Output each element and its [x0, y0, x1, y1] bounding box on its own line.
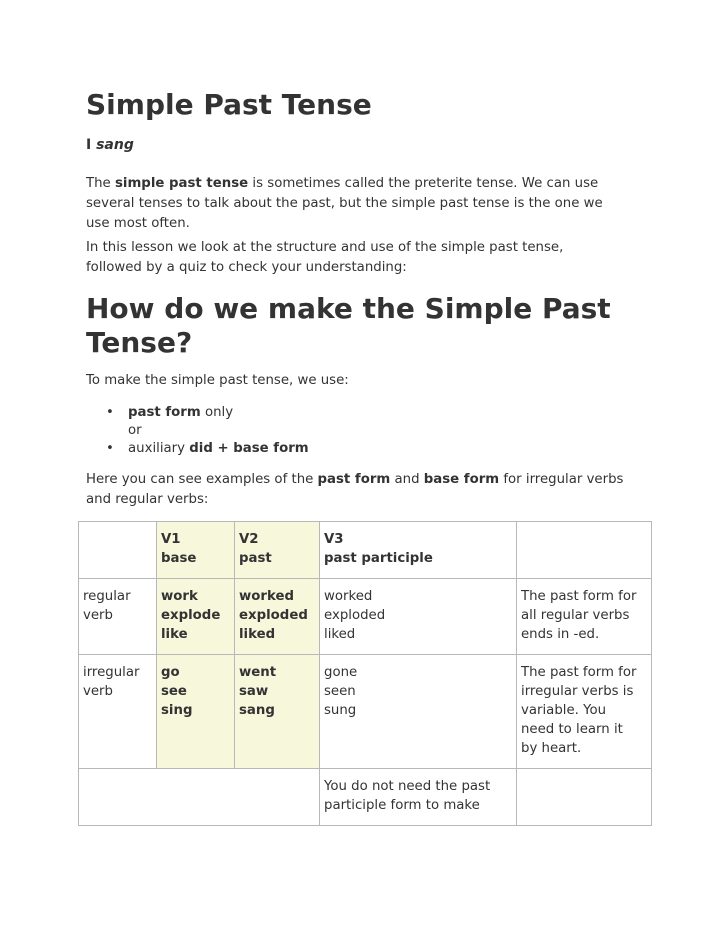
irregular-v1-cell	[157, 655, 235, 769]
irregular-label-2: verb	[83, 684, 113, 699]
regular-v2-item: exploded	[239, 608, 308, 623]
example-subject: I	[86, 137, 92, 153]
irregular-note-cell	[517, 655, 652, 769]
lesson-line1: In this lesson we look at the structure and use of the simple past tense,	[86, 240, 564, 255]
table-header-row	[79, 522, 652, 579]
irregular-note-line: The past form for	[521, 665, 637, 680]
irregular-note-line: variable. You	[521, 703, 607, 718]
header-v3-sub: past participle	[324, 551, 433, 566]
regular-v2-cell	[235, 579, 320, 655]
regular-label-2: verb	[83, 608, 113, 623]
bullet-past-form-rest: only	[200, 405, 234, 420]
intro-paragraph	[86, 174, 646, 234]
lesson-paragraph	[86, 238, 646, 278]
irregular-label-cell	[79, 655, 157, 769]
footer-v3-cell	[320, 769, 517, 826]
irregular-v2-cell	[235, 655, 320, 769]
regular-note-cell	[517, 579, 652, 655]
regular-v1-item: like	[161, 627, 188, 642]
header-note-cell	[517, 522, 652, 579]
irregular-v2-item: sang	[239, 703, 275, 718]
table-row	[79, 579, 652, 655]
footer-empty-cell	[79, 769, 320, 826]
regular-v1-item: work	[161, 589, 198, 604]
examples-pre: Here you can see examples of the	[86, 472, 318, 487]
header-v1-sub: base	[161, 551, 197, 566]
intro-line2: several tenses to talk about the past, but the simple past tense is the one we	[86, 196, 603, 211]
table-footer-row	[79, 769, 652, 826]
examples-base-form: base form	[423, 472, 500, 487]
irregular-v1-item: sing	[161, 703, 193, 718]
example-verb: sang	[96, 137, 134, 153]
regular-v2-item: liked	[239, 627, 276, 642]
footer-note-cell	[517, 769, 652, 826]
bullet-item-auxiliary	[86, 440, 309, 458]
examples-line2: and regular verbs:	[86, 492, 209, 507]
bullet-list	[86, 404, 309, 458]
irregular-v3-cell	[320, 655, 517, 769]
irregular-v2-item: went	[239, 665, 277, 680]
bullet-aux-pre: auxiliary	[128, 441, 190, 456]
intro-pre: The	[86, 176, 115, 191]
regular-label-1: regular	[83, 589, 131, 604]
bullet-item-past-form	[86, 404, 309, 440]
page-title: Simple Past Tense	[86, 88, 372, 121]
bullet-aux-bold: did + base form	[189, 441, 309, 456]
irregular-note-line: by heart.	[521, 741, 582, 756]
irregular-v3-item: sung	[324, 703, 357, 718]
bullet-icon: •	[106, 441, 114, 456]
irregular-v2-item: saw	[239, 684, 269, 699]
irregular-v3-item: seen	[324, 684, 356, 699]
irregular-note-line: need to learn it	[521, 722, 623, 737]
table-row	[79, 655, 652, 769]
examples-rest: for irregular verbs	[499, 472, 624, 487]
header-v3: V3	[324, 532, 344, 547]
intro-line1-rest: is sometimes called the preterite tense. We can use	[248, 176, 599, 191]
irregular-note-line: irregular verbs is	[521, 684, 634, 699]
regular-note-line: The past form for	[521, 589, 637, 604]
irregular-v1-item: go	[161, 665, 180, 680]
regular-v1-cell	[157, 579, 235, 655]
regular-v3-cell	[320, 579, 517, 655]
section-title-line1: How do we make the Simple Past	[86, 292, 611, 325]
make-intro: To make the simple past tense, we use:	[86, 373, 349, 388]
header-empty-cell	[79, 522, 157, 579]
regular-v2-item: worked	[239, 589, 294, 604]
irregular-v1-item: see	[161, 684, 187, 699]
footer-note-line: You do not need the past	[324, 779, 491, 794]
verb-forms-table	[78, 521, 652, 826]
regular-label-cell	[79, 579, 157, 655]
regular-v3-item: worked	[324, 589, 373, 604]
examples-past-form: past form	[317, 472, 391, 487]
section-title-line2: Tense?	[86, 326, 193, 359]
regular-note-line: ends in -ed.	[521, 627, 600, 642]
header-v2-cell	[235, 522, 320, 579]
examples-intro	[86, 470, 646, 510]
regular-v1-item: explode	[161, 608, 221, 623]
regular-note-line: all regular verbs	[521, 608, 630, 623]
lesson-line2: followed by a quiz to check your understanding:	[86, 260, 407, 275]
bullet-or: or	[128, 423, 142, 438]
header-v1-cell	[157, 522, 235, 579]
examples-and: and	[390, 472, 424, 487]
header-v1: V1	[161, 532, 181, 547]
header-v2: V2	[239, 532, 259, 547]
bullet-past-form-bold: past form	[128, 405, 201, 420]
regular-v3-item: liked	[324, 627, 356, 642]
header-v2-sub: past	[239, 551, 272, 566]
intro-line3: use most often.	[86, 216, 190, 231]
regular-v3-item: exploded	[324, 608, 386, 623]
example-sentence	[86, 137, 134, 153]
footer-note-line: participle form to make	[324, 798, 480, 813]
irregular-label-1: irregular	[83, 665, 140, 680]
header-v3-cell	[320, 522, 517, 579]
intro-bold-term: simple past tense	[114, 176, 249, 191]
irregular-v3-item: gone	[324, 665, 358, 680]
bullet-icon: •	[106, 405, 114, 420]
section-title	[86, 292, 646, 360]
